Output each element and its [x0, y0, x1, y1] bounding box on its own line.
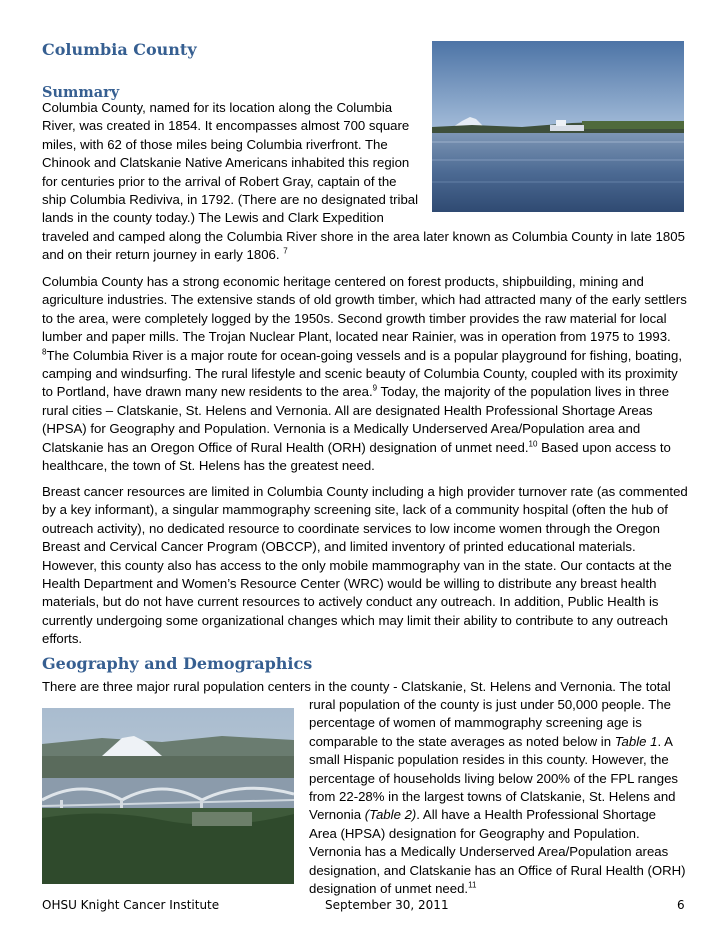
text-line: miles, with 62 of those miles being Columbia riverfront. The	[42, 136, 388, 152]
text-line: healthcare, the town of St. Helens has the greatest need.	[42, 457, 375, 473]
text-line: River, was created in 1854. It encompasses almost 700 square	[42, 118, 410, 134]
footnote-ref-10: 10	[528, 439, 538, 449]
footnote-ref-11: 11	[468, 880, 477, 890]
summary-paragraph-1	[42, 99, 685, 265]
text-fragment: . A	[657, 733, 673, 749]
footnote-ref-9: 9	[372, 383, 378, 393]
text-line	[42, 347, 687, 365]
text-line: rural population of the county is just under 50,000 people. The	[309, 697, 671, 712]
text-line	[42, 383, 687, 401]
footer-page-number: 6	[677, 898, 685, 912]
text-fragment: comparable to the state averages as noted below in	[309, 733, 615, 749]
footnote-ref-7: 7	[283, 246, 288, 256]
text-line: Columbia County has a strong economic heritage centered on forest products, shipbuilding, mining and	[42, 274, 644, 289]
text-line: lands in the county today.) The Lewis and Clark Expedition	[42, 210, 384, 226]
footer-date: September 30, 2011	[325, 898, 449, 912]
text-line	[42, 246, 685, 264]
text-fragment: Vernonia	[309, 807, 365, 823]
geography-heading: Geography and Demographics	[42, 654, 313, 673]
text-line: materials, but do not have current resources to actively conduct any outreach. In addition, Public Health is	[42, 594, 659, 610]
text-line: by a key informant), a singular mammography screening site, lack of a community hospital (often the hub of	[42, 502, 668, 518]
text-line: from 22-28% in the largest towns of Clatskanie, St. Helens and	[309, 788, 676, 804]
footer-organization: OHSU Knight Cancer Institute	[42, 898, 220, 912]
text-fragment: The Columbia River is a major route for ocean-going vessels and is a popular playground for fishing, boating,	[46, 347, 682, 363]
text-line: designation, and Clatskanie has an Office of Rural Health (ORH)	[309, 862, 686, 878]
text-fragment: to Portland, have drawn many new residents to the area.	[42, 384, 373, 400]
text-line: efforts.	[42, 631, 83, 647]
text-line: There are three major rural population centers in the county - Clatskanie, St. Helens and Vernonia. The total	[42, 679, 671, 694]
text-line: Vernonia has a Medically Underserved Area/Population areas	[309, 844, 669, 860]
summary-heading: Summary	[42, 84, 120, 101]
table-1-reference: Table 1	[614, 733, 658, 749]
text-line: currently undergoing some organizational changes which may limit their ability to contribute to any outreach	[42, 612, 669, 628]
summary-paragraph-3	[42, 483, 688, 649]
text-fragment: and on their return journey in early 1806.	[42, 247, 280, 263]
text-line	[309, 806, 686, 824]
text-line: lumber and paper mills. The Trojan Nuclear Plant, located near Rainier, was in operation from 1975 to 1993.	[42, 329, 671, 345]
text-fragment: Today, the majority of the population lives in three	[377, 384, 670, 400]
text-line: rural cities – Clatskanie, St. Helens and Vernonia. All are designated Health Professional Shortage Areas	[42, 402, 653, 418]
text-line: to the area, were completely logged by the 1950s. Second growth timber provides the raw material for local	[42, 310, 667, 326]
table-2-reference: (Table 2)	[364, 807, 417, 823]
text-line: (HPSA) for Geography and Population. Vernonia is a Medically Underserved Area/Population area and	[42, 421, 641, 437]
text-line: outreach activity), no dedicated resource to coordinate services to low income women through the Oregon	[42, 520, 660, 536]
text-line: percentage of households living below 200% of the FPL ranges	[309, 770, 679, 786]
text-fragment: Clatskanie has an Oregon Office of Rural Health (ORH) designation of unmet need.	[42, 439, 529, 455]
text-fragment: Based upon access to	[537, 439, 671, 455]
text-line: Columbia County, named for its location along the Columbia	[42, 100, 393, 115]
geography-paragraph	[309, 696, 686, 898]
text-line: for centuries prior to the arrival of Robert Gray, captain of the	[42, 173, 397, 189]
text-line: Chinook and Clatskanie Native Americans inhabited this region	[42, 155, 410, 171]
text-line: Health Department and Women’s Resource Center (WRC) would be willing to distribute any breast health	[42, 575, 657, 591]
text-line	[42, 439, 687, 457]
text-line: ship Columbia Rediviva, in 1792. (There are no designated tribal	[42, 191, 419, 207]
geography-intro-line	[42, 678, 671, 696]
text-line: agriculture industries. The extensive stands of old growth timber, which had attracted many of the early settlers	[42, 292, 687, 308]
footnote-ref-8: 8	[42, 347, 47, 357]
text-line: Area (HPSA) designation for Geography and Population.	[309, 825, 640, 841]
page-title: Columbia County	[42, 40, 197, 59]
text-line: Breast and Cervical Cancer Program (OBCCP), and limited inventory of printed educational materials.	[42, 539, 636, 555]
text-line	[309, 733, 686, 751]
text-line: small Hispanic population resides in this county. However, the	[309, 752, 669, 768]
text-line: traveled and camped along the Columbia River shore in the area later known as Columbia County in late 1805	[42, 228, 685, 244]
bridge-photo	[42, 708, 294, 884]
text-fragment: designation of unmet need.	[309, 880, 469, 896]
text-line: However, this county also has access to the only mobile mammography van in the state. Our contacts at the	[42, 557, 672, 573]
text-line: Breast cancer resources are limited in Columbia County including a high provider turnover rate (as commented	[42, 484, 688, 499]
text-line: percentage of women of mammography screening age is	[309, 715, 642, 731]
summary-paragraph-2	[42, 273, 687, 475]
text-fragment: . All have a Health Professional Shortage	[416, 807, 657, 823]
text-line	[309, 880, 686, 898]
text-line: camping and windsurfing. The rural lifestyle and scenic beauty of Columbia County, coupled with its proximity	[42, 365, 678, 381]
